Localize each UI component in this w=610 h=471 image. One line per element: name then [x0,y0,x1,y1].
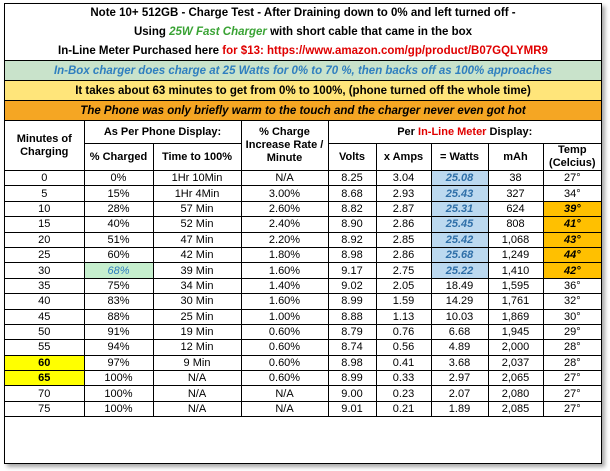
title-line-2-prefix: Using [133,26,170,38]
cell-time-to-100: 12 Min [153,340,241,355]
title-line-3 [5,41,601,61]
cell-volts: 9.17 [328,263,376,278]
cell-time-to-100: 1Hr 4Min [153,186,241,201]
header-time-to-100: Time to 100% [153,144,241,171]
title-line-3-prefix: In-Line Meter Purchased here [58,45,223,57]
cell-amps: 3.04 [376,171,431,186]
cell-time-to-100: 42 Min [153,247,241,262]
table-row [5,294,601,309]
cell-volts: 8.98 [328,355,376,370]
cell-watts: 3.68 [431,355,488,370]
cell-amps: 1.13 [376,309,431,324]
table-row [5,263,601,278]
cell-minutes: 75 [5,401,84,416]
table-body [5,171,601,417]
banner-orange: The Phone was only briefly warm to the touch and the charger never even got hot [5,101,601,121]
cell-temp: 30° [543,309,601,324]
cell-charged: 28% [84,201,153,216]
title-line-2-suffix: with short cable that came in the box [266,26,473,38]
cell-charged: 60% [84,247,153,262]
cell-rate: 1.60% [241,294,328,309]
cell-watts: 25.08 [431,171,488,186]
cell-minutes: 10 [5,201,84,216]
cell-minutes: 35 [5,278,84,293]
cell-mah: 2,080 [488,386,543,401]
cell-time-to-100: N/A [153,386,241,401]
banner-yellow: It takes about 63 minutes to get from 0% to 100%, (phone turned off the whole time) [5,81,601,101]
cell-temp: 36° [543,278,601,293]
table-row [5,278,601,293]
cell-minutes: 45 [5,309,84,324]
cell-mah: 808 [488,217,543,232]
cell-volts: 8.90 [328,217,376,232]
cell-charged: 75% [84,278,153,293]
cell-charged: 51% [84,232,153,247]
cell-charged: 94% [84,340,153,355]
cell-minutes: 5 [5,186,84,201]
cell-volts: 8.88 [328,309,376,324]
cell-amps: 2.93 [376,186,431,201]
cell-volts: 8.92 [328,232,376,247]
cell-volts: 8.98 [328,247,376,262]
cell-charged: 100% [84,371,153,386]
header-minutes: Minutes of Charging [5,121,84,171]
cell-charged: 0% [84,171,153,186]
table-row [5,371,601,386]
cell-minutes: 25 [5,247,84,262]
header-mah: mAh [488,144,543,171]
cell-rate: N/A [241,386,328,401]
cell-watts: 25.43 [431,186,488,201]
meter-prefix: Per [397,125,419,138]
cell-mah: 38 [488,171,543,186]
cell-minutes: 60 [5,355,84,370]
cell-rate: N/A [241,171,328,186]
cell-time-to-100: 30 Min [153,294,241,309]
cell-mah: 1,869 [488,309,543,324]
cell-time-to-100: N/A [153,401,241,416]
cell-rate: 1.80% [241,247,328,262]
cell-temp: 39° [543,201,601,216]
cell-charged: 88% [84,309,153,324]
cell-temp: 41° [543,217,601,232]
table-row [5,340,601,355]
cell-watts: 25.42 [431,232,488,247]
cell-volts: 8.74 [328,340,376,355]
cell-rate: 1.60% [241,263,328,278]
cell-charged: 100% [84,401,153,416]
cell-amps: 2.75 [376,263,431,278]
banner-green: In-Box charger does charge at 25 Watts for 0% to 70 %, then backs off as 100% approaches [5,61,601,81]
cell-time-to-100: 39 Min [153,263,241,278]
cell-mah: 2,065 [488,371,543,386]
cell-volts: 8.99 [328,294,376,309]
table-row [5,401,601,416]
cell-mah: 624 [488,201,543,216]
cell-rate: 0.60% [241,371,328,386]
cell-time-to-100: N/A [153,371,241,386]
cell-rate: 1.40% [241,278,328,293]
cell-rate: 2.60% [241,201,328,216]
cell-temp: 44° [543,247,601,262]
cell-amps: 0.41 [376,355,431,370]
table-row [5,324,601,339]
cell-watts: 25.68 [431,247,488,262]
table-row [5,355,601,370]
header-watts: = Watts [431,144,488,171]
meter-suffix: Display: [486,125,533,138]
cell-temp: 28° [543,355,601,370]
cell-minutes: 30 [5,263,84,278]
table-row [5,186,601,201]
cell-temp: 34° [543,186,601,201]
cell-amps: 0.56 [376,340,431,355]
title-line-1: Note 10+ 512GB - Charge Test - After Draining down to 0% and left turned off - [90,7,516,19]
table-row [5,171,601,186]
cell-volts: 9.01 [328,401,376,416]
cell-mah: 1,249 [488,247,543,262]
cell-rate: 0.60% [241,355,328,370]
header-rate: % Charge Increase Rate / Minute [241,121,328,171]
cell-mah: 327 [488,186,543,201]
header-temp: Temp (Celcius) [543,144,601,171]
cell-minutes: 55 [5,340,84,355]
cell-minutes: 0 [5,171,84,186]
cell-mah: 1,945 [488,324,543,339]
cell-watts: 18.49 [431,278,488,293]
cell-mah: 2,000 [488,340,543,355]
cell-watts: 10.03 [431,309,488,324]
table-row [5,309,601,324]
title-line-2 [5,23,601,41]
charger-name: 25W Fast Charger [169,26,267,38]
cell-minutes: 15 [5,217,84,232]
cell-amps: 2.86 [376,217,431,232]
cell-charged: 15% [84,186,153,201]
cell-volts: 8.68 [328,186,376,201]
cell-amps: 2.85 [376,232,431,247]
cell-volts: 8.25 [328,171,376,186]
cell-minutes: 20 [5,232,84,247]
cell-watts: 6.68 [431,324,488,339]
cell-watts: 25.45 [431,217,488,232]
cell-temp: 28° [543,340,601,355]
cell-charged: 40% [84,217,153,232]
cell-mah: 1,068 [488,232,543,247]
cell-charged: 100% [84,386,153,401]
cell-charged: 68% [84,263,153,278]
cell-charged: 91% [84,324,153,339]
cell-mah: 2,037 [488,355,543,370]
charge-table [5,121,601,417]
cell-minutes: 70 [5,386,84,401]
cell-time-to-100: 9 Min [153,355,241,370]
cell-mah: 1,410 [488,263,543,278]
cell-amps: 1.59 [376,294,431,309]
cell-time-to-100: 1Hr 10Min [153,171,241,186]
cell-minutes: 40 [5,294,84,309]
cell-rate: 0.60% [241,340,328,355]
cell-volts: 8.79 [328,324,376,339]
cell-amps: 2.87 [376,201,431,216]
header-volts: Volts [328,144,376,171]
cell-volts: 8.82 [328,201,376,216]
cell-temp: 32° [543,294,601,309]
cell-rate: N/A [241,401,328,416]
cell-watts: 1.89 [431,401,488,416]
cell-rate: 2.20% [241,232,328,247]
cell-time-to-100: 52 Min [153,217,241,232]
cell-time-to-100: 19 Min [153,324,241,339]
cell-rate: 1.00% [241,309,328,324]
cell-time-to-100: 34 Min [153,278,241,293]
cell-mah: 1,761 [488,294,543,309]
table-row [5,217,601,232]
cell-mah: 2,085 [488,401,543,416]
table-row [5,247,601,262]
cell-time-to-100: 57 Min [153,201,241,216]
cell-temp: 27° [543,171,601,186]
cell-watts: 14.29 [431,294,488,309]
cell-minutes: 50 [5,324,84,339]
cell-time-to-100: 25 Min [153,309,241,324]
cell-amps: 2.86 [376,247,431,262]
cell-temp: 27° [543,401,601,416]
table-row [5,201,601,216]
cell-volts: 9.02 [328,278,376,293]
cell-temp: 42° [543,263,601,278]
cell-amps: 0.33 [376,371,431,386]
header-charged: % Charged [84,144,153,171]
cell-mah: 1,595 [488,278,543,293]
meter-highlight: In-Line Meter [418,125,487,138]
cell-time-to-100: 47 Min [153,232,241,247]
cell-watts: 2.97 [431,371,488,386]
cell-amps: 2.05 [376,278,431,293]
header-meter-display [328,121,601,144]
cell-charged: 83% [84,294,153,309]
cell-watts: 4.89 [431,340,488,355]
cell-volts: 9.00 [328,386,376,401]
table-row [5,232,601,247]
cell-watts: 25.31 [431,201,488,216]
cell-temp: 43° [543,232,601,247]
cell-temp: 27° [543,371,601,386]
cell-amps: 0.21 [376,401,431,416]
cell-volts: 8.99 [328,371,376,386]
cell-watts: 2.07 [431,386,488,401]
cell-minutes: 65 [5,371,84,386]
cell-amps: 0.23 [376,386,431,401]
cell-charged: 97% [84,355,153,370]
header-phone-display: As Per Phone Display: [84,121,241,144]
table-row [5,386,601,401]
header-amps: x Amps [376,144,431,171]
cell-temp: 27° [543,386,601,401]
cell-rate: 0.60% [241,324,328,339]
cell-amps: 0.76 [376,324,431,339]
spreadsheet-frame [4,3,602,464]
cell-watts: 25.22 [431,263,488,278]
cell-temp: 29° [543,324,601,339]
cell-rate: 2.40% [241,217,328,232]
cell-rate: 3.00% [241,186,328,201]
amazon-link[interactable]: for $13: https://www.amazon.com/gp/product/B07GQLYMR9 [222,45,548,57]
